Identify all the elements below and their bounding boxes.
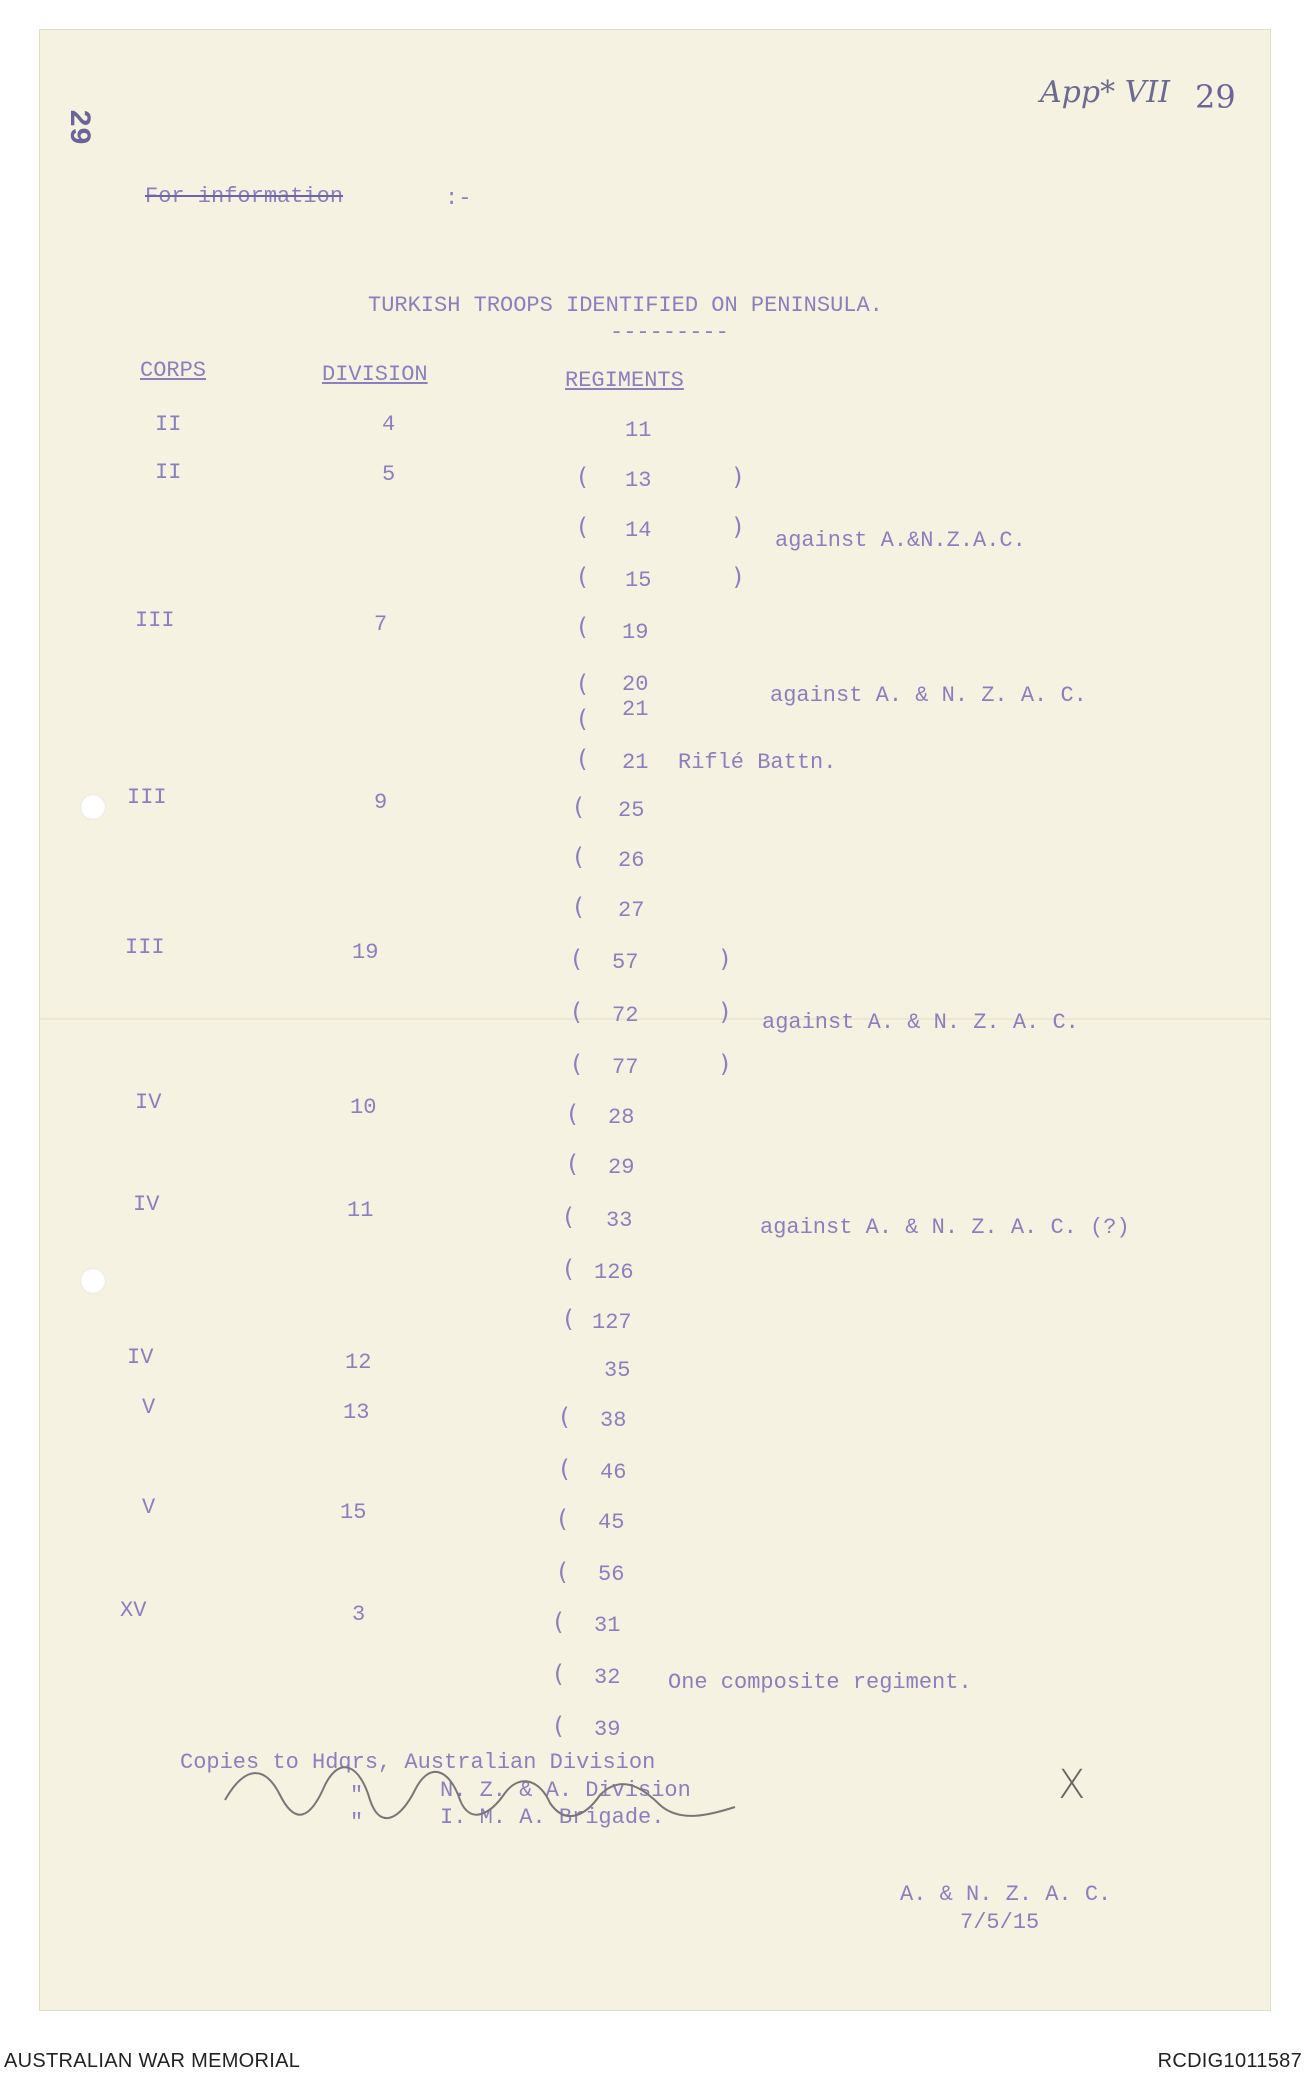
regiment-cell: 46 bbox=[600, 1460, 627, 1485]
division-cell: 7 bbox=[374, 612, 388, 637]
corps-cell: II bbox=[155, 412, 182, 437]
footer-source: AUSTRALIAN WAR MEMORIAL bbox=[4, 2050, 301, 2072]
appendix-annotation: App* VII bbox=[1040, 75, 1170, 110]
punch-hole bbox=[80, 794, 106, 820]
division-cell: 12 bbox=[345, 1350, 372, 1375]
division-cell: 5 bbox=[382, 462, 396, 487]
regiment-cell: 19 bbox=[622, 620, 649, 645]
handwritten-scribble bbox=[220, 1745, 740, 1835]
division-cell: 19 bbox=[352, 940, 379, 965]
page-title: TURKISH TROOPS IDENTIFIED ON PENINSULA. bbox=[368, 293, 883, 318]
sign-off-date: 7/5/15 bbox=[960, 1910, 1040, 1935]
left-brace: ( bbox=[578, 563, 588, 591]
regiment-cell: 20 bbox=[622, 672, 649, 697]
regiment-cell: 21 bbox=[622, 697, 649, 722]
regiment-cell: 21 bbox=[622, 750, 649, 775]
regiment-note: against A. & N. Z. A. C. bbox=[762, 1010, 1079, 1035]
left-brace: ( bbox=[564, 1203, 574, 1231]
regiment-cell: 11 bbox=[625, 418, 652, 443]
left-brace: ( bbox=[564, 1305, 574, 1333]
column-header-corps: CORPS bbox=[140, 358, 207, 383]
corps-cell: XV bbox=[120, 1598, 147, 1623]
right-page-number: 29 bbox=[1195, 78, 1236, 116]
corps-cell: III bbox=[135, 608, 175, 633]
left-brace: ( bbox=[554, 1712, 564, 1740]
left-brace: ( bbox=[578, 705, 588, 733]
regiment-note: One composite regiment. bbox=[668, 1670, 972, 1695]
division-cell: 3 bbox=[352, 1602, 366, 1627]
regiment-cell: 127 bbox=[592, 1310, 632, 1335]
regiment-note-rifle: Riflé Battn. bbox=[678, 750, 837, 775]
left-brace: ( bbox=[560, 1455, 570, 1483]
footer-reference-id: RCDIG1011587 bbox=[1157, 2050, 1302, 2072]
regiment-cell: 57 bbox=[612, 950, 639, 975]
right-brace: ) bbox=[733, 563, 743, 591]
division-cell: 9 bbox=[374, 790, 388, 815]
division-cell: 4 bbox=[382, 412, 396, 437]
regiment-cell: 28 bbox=[608, 1105, 635, 1130]
right-brace: ) bbox=[720, 945, 730, 973]
left-brace: ( bbox=[554, 1660, 564, 1688]
left-brace: ( bbox=[574, 843, 584, 871]
corps-cell: III bbox=[127, 785, 167, 810]
left-brace: ( bbox=[554, 1608, 564, 1636]
left-brace: ( bbox=[558, 1558, 568, 1586]
regiment-cell: 31 bbox=[594, 1613, 621, 1638]
left-brace: ( bbox=[572, 998, 582, 1026]
division-cell: 15 bbox=[340, 1500, 367, 1525]
copies-line-1: Copies to Hdqrs, Australian Division bbox=[180, 1750, 656, 1775]
left-brace: ( bbox=[574, 893, 584, 921]
left-brace: ( bbox=[572, 945, 582, 973]
left-brace: ( bbox=[560, 1403, 570, 1431]
corps-cell: V bbox=[142, 1495, 156, 1520]
corps-cell: IV bbox=[133, 1192, 160, 1217]
corps-cell: IV bbox=[127, 1345, 154, 1370]
left-page-number: 29 bbox=[61, 108, 96, 146]
right-brace: ) bbox=[720, 998, 730, 1026]
left-brace: ( bbox=[568, 1100, 578, 1128]
regiment-cell: 56 bbox=[598, 1562, 625, 1587]
regiment-cell: 32 bbox=[594, 1665, 621, 1690]
copies-ditto-mark: " bbox=[350, 1810, 364, 1835]
regiment-cell: 33 bbox=[606, 1208, 633, 1233]
regiment-cell: 45 bbox=[598, 1510, 625, 1535]
column-header-division: DIVISION bbox=[322, 362, 428, 387]
left-brace: ( bbox=[558, 1505, 568, 1533]
regiment-cell: 26 bbox=[618, 848, 645, 873]
left-brace: ( bbox=[578, 670, 588, 698]
regiment-note: against A.&N.Z.A.C. bbox=[775, 528, 1026, 553]
corps-cell: IV bbox=[135, 1090, 162, 1115]
regiment-cell: 14 bbox=[625, 518, 652, 543]
corps-cell: III bbox=[125, 935, 165, 960]
left-brace: ( bbox=[574, 793, 584, 821]
sign-off-unit: A. & N. Z. A. C. bbox=[900, 1882, 1112, 1907]
for-information-struck: For information bbox=[145, 184, 344, 209]
column-header-regiments: REGIMENTS bbox=[565, 368, 684, 393]
regiment-cell: 39 bbox=[594, 1717, 621, 1742]
regiment-cell: 38 bbox=[600, 1408, 627, 1433]
regiment-cell: 77 bbox=[612, 1055, 639, 1080]
left-brace: ( bbox=[564, 1255, 574, 1283]
regiment-cell: 15 bbox=[625, 568, 652, 593]
left-brace: ( bbox=[578, 463, 588, 491]
regiment-cell: 25 bbox=[618, 798, 645, 823]
regiment-cell: 13 bbox=[625, 468, 652, 493]
title-rule: --------- bbox=[610, 320, 729, 345]
paper-fold-line bbox=[40, 1018, 1270, 1020]
left-brace: ( bbox=[578, 745, 588, 773]
regiment-cell: 29 bbox=[608, 1155, 635, 1180]
corps-cell: II bbox=[155, 460, 182, 485]
left-brace: ( bbox=[578, 513, 588, 541]
right-brace: ) bbox=[733, 463, 743, 491]
copies-line-3: I. M. A. Brigade. bbox=[440, 1805, 665, 1830]
division-cell: 10 bbox=[350, 1095, 377, 1120]
division-cell: 11 bbox=[347, 1198, 374, 1223]
corps-cell: V bbox=[142, 1395, 156, 1420]
regiment-cell: 27 bbox=[618, 898, 645, 923]
right-brace: ) bbox=[733, 513, 743, 541]
handwritten-x-mark: X bbox=[1058, 1762, 1086, 1808]
punch-hole bbox=[80, 1268, 106, 1294]
right-brace: ) bbox=[720, 1050, 730, 1078]
division-cell: 13 bbox=[343, 1400, 370, 1425]
regiment-note: against A. & N. Z. A. C. (?) bbox=[760, 1215, 1130, 1240]
regiment-cell: 35 bbox=[604, 1358, 631, 1383]
regiment-cell: 126 bbox=[594, 1260, 634, 1285]
for-information-colon: :- bbox=[445, 186, 472, 211]
regiment-cell: 72 bbox=[612, 1003, 639, 1028]
copies-ditto-mark: " bbox=[350, 1783, 364, 1808]
left-brace: ( bbox=[568, 1150, 578, 1178]
left-brace: ( bbox=[578, 613, 588, 641]
left-brace: ( bbox=[572, 1050, 582, 1078]
regiment-note: against A. & N. Z. A. C. bbox=[770, 683, 1087, 708]
copies-line-2: N. Z. & A. Division bbox=[440, 1778, 691, 1803]
